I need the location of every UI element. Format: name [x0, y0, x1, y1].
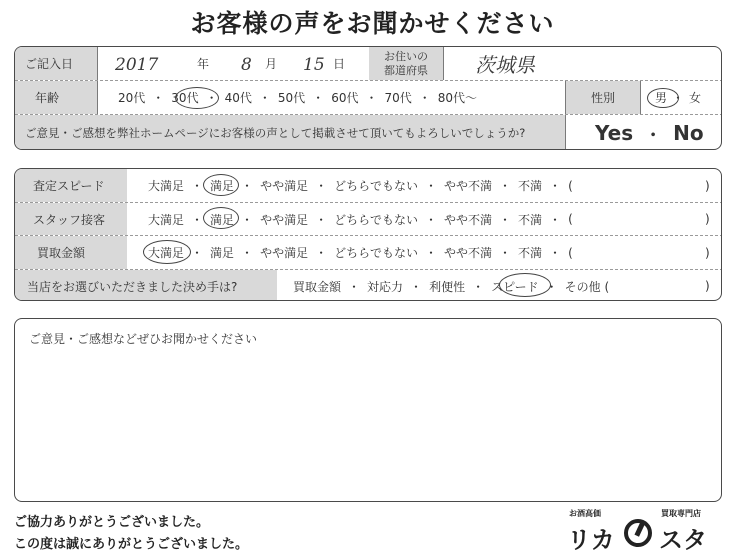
reason-price[interactable]: 買取金額 — [293, 279, 342, 294]
reason-other-open[interactable]: その他 ( — [564, 279, 610, 294]
price-neutral[interactable]: どちらでもない — [334, 246, 418, 260]
consent-options — [595, 115, 704, 150]
year-unit: 年 — [197, 56, 210, 71]
price-very-satisfied[interactable]: 大満足 — [148, 246, 185, 260]
speed-neutral[interactable]: どちらでもない — [334, 179, 418, 193]
address-label — [369, 47, 443, 80]
speed-satisfied[interactable]: 満足 — [210, 179, 235, 193]
ratings-section — [14, 168, 722, 301]
day-value[interactable]: 15 — [303, 55, 325, 75]
comments-label: ご意見・ご感想などぜひお聞かせください — [29, 331, 258, 346]
consent-yes[interactable]: Yes — [595, 121, 634, 145]
gender-label: 性別 — [566, 81, 640, 114]
speed-somewhat-satisfied[interactable]: やや満足 — [260, 179, 309, 193]
reason-options: 買取金額 ・ 対応力 ・ 利便性 ・ スピード ・ その他 ( — [293, 279, 610, 294]
age-option-80s[interactable]: 80代〜 — [437, 91, 478, 105]
gender-option-female[interactable]: 女 — [689, 91, 702, 105]
staff-somewhat-dissatisfied[interactable]: やや不満 — [444, 212, 493, 227]
reason-label: 当店をお選びいただきました決め手は? — [15, 270, 277, 301]
price-other-close: ) — [705, 245, 710, 260]
staff-dissatisfied[interactable]: 不満 — [518, 212, 543, 227]
staff-very-satisfied[interactable]: 大満足 — [148, 212, 185, 227]
staff-other-open[interactable]: ( — [568, 212, 573, 226]
speed-other-close: ) — [705, 178, 710, 193]
footer-thanks-line-2: この度は誠にありがとうございました。 — [14, 537, 249, 552]
speed-somewhat-dissatisfied[interactable]: やや不満 — [444, 179, 493, 193]
age-option-20s[interactable]: 20代 — [118, 91, 146, 105]
reason-other-close: ) — [705, 279, 710, 293]
reason-selection-mark — [499, 273, 551, 297]
day-unit: 日 — [333, 56, 346, 71]
year-value[interactable]: 2017 — [115, 55, 159, 75]
info-section — [14, 46, 722, 150]
store-logo — [565, 508, 730, 556]
reason-convenience[interactable]: 利便性 — [429, 279, 466, 294]
price-somewhat-dissatisfied[interactable]: やや不満 — [444, 246, 493, 260]
speed-other-open[interactable]: ( — [568, 178, 573, 193]
consent-no[interactable]: No — [673, 121, 704, 145]
footer-thanks-line-1: ご協力ありがとうございました。 — [14, 515, 210, 530]
logo-main-left: リカ — [567, 526, 615, 554]
page-title: お客様の声をお聞かせください — [190, 9, 555, 38]
gender-selection-mark — [647, 88, 679, 108]
age-option-30s[interactable]: 30代 — [171, 91, 199, 105]
speed-selection-mark — [203, 174, 239, 196]
logo-small-left: お酒高価 — [569, 509, 601, 518]
month-unit: 月 — [265, 56, 278, 71]
comments-textarea[interactable] — [29, 353, 707, 493]
age-option-60s[interactable]: 60代 — [331, 91, 359, 105]
address-label-line-1: お住いの — [384, 50, 428, 63]
price-satisfied[interactable]: 満足 — [210, 246, 235, 260]
rating-options-price: 大満足 ・ 満足 ・ やや満足 ・ どちらでもない ・ やや不満 ・ 不満 ・ ( — [148, 245, 573, 260]
age-option-70s[interactable]: 70代 — [384, 91, 412, 105]
address-value[interactable]: 茨城県 — [475, 52, 535, 77]
speed-very-satisfied[interactable]: 大満足 — [148, 179, 185, 193]
gender-options: 男 ・ 女 — [655, 91, 702, 105]
rating-label-price: 買取金額 — [15, 236, 127, 269]
price-dissatisfied[interactable]: 不満 — [518, 246, 543, 260]
age-option-40s[interactable]: 40代 — [224, 91, 252, 105]
staff-selection-mark — [203, 207, 239, 229]
staff-somewhat-satisfied[interactable]: やや満足 — [260, 212, 309, 227]
rating-options-speed: 大満足 ・ 満足 ・ やや満足 ・ どちらでもない ・ やや不満 ・ 不満 ・ ( — [148, 178, 573, 193]
logo-main-right: スタ — [659, 526, 707, 554]
date-label: ご記入日 — [15, 47, 97, 80]
rating-label-staff: スタッフ接客 — [15, 203, 127, 235]
price-selection-mark — [143, 240, 191, 264]
price-other-open[interactable]: ( — [568, 245, 573, 260]
logo-small-right: 買取専門店 — [661, 509, 701, 518]
rating-label-speed: 査定スピード — [15, 169, 127, 202]
price-somewhat-satisfied[interactable]: やや満足 — [260, 246, 309, 260]
age-selection-mark — [175, 87, 219, 109]
gender-option-male[interactable]: 男 — [655, 91, 668, 105]
staff-neutral[interactable]: どちらでもない — [334, 212, 418, 227]
address-label-line-2: 都道府県 — [384, 64, 428, 77]
age-label: 年齢 — [15, 81, 97, 114]
consent-question: ご意見・ご感想を弊社ホームページにお客様の声として掲載させて頂いてもよろしいでしょうか? — [15, 115, 565, 150]
staff-satisfied[interactable]: 満足 — [210, 212, 235, 227]
rating-options-staff: 大満足 ・ 満足 ・ やや満足 ・ どちらでもない ・ やや不満 ・ 不満 ・ ( — [148, 212, 573, 227]
logo-emblem-icon — [623, 518, 653, 548]
speed-dissatisfied[interactable]: 不満 — [518, 179, 543, 193]
reason-service[interactable]: 対応力 — [367, 279, 404, 294]
staff-other-close: ) — [705, 212, 710, 226]
month-value[interactable]: 8 — [241, 55, 252, 75]
comments-section — [14, 318, 722, 502]
consent-separator: ・ — [643, 122, 664, 147]
age-option-50s[interactable]: 50代 — [277, 91, 306, 105]
reason-speed[interactable]: スピード — [491, 279, 539, 294]
age-options: 20代 ・ 30代 ・ 40代 ・ 50代 ・ 60代 ・ 70代 ・ 80代〜 — [118, 91, 478, 105]
